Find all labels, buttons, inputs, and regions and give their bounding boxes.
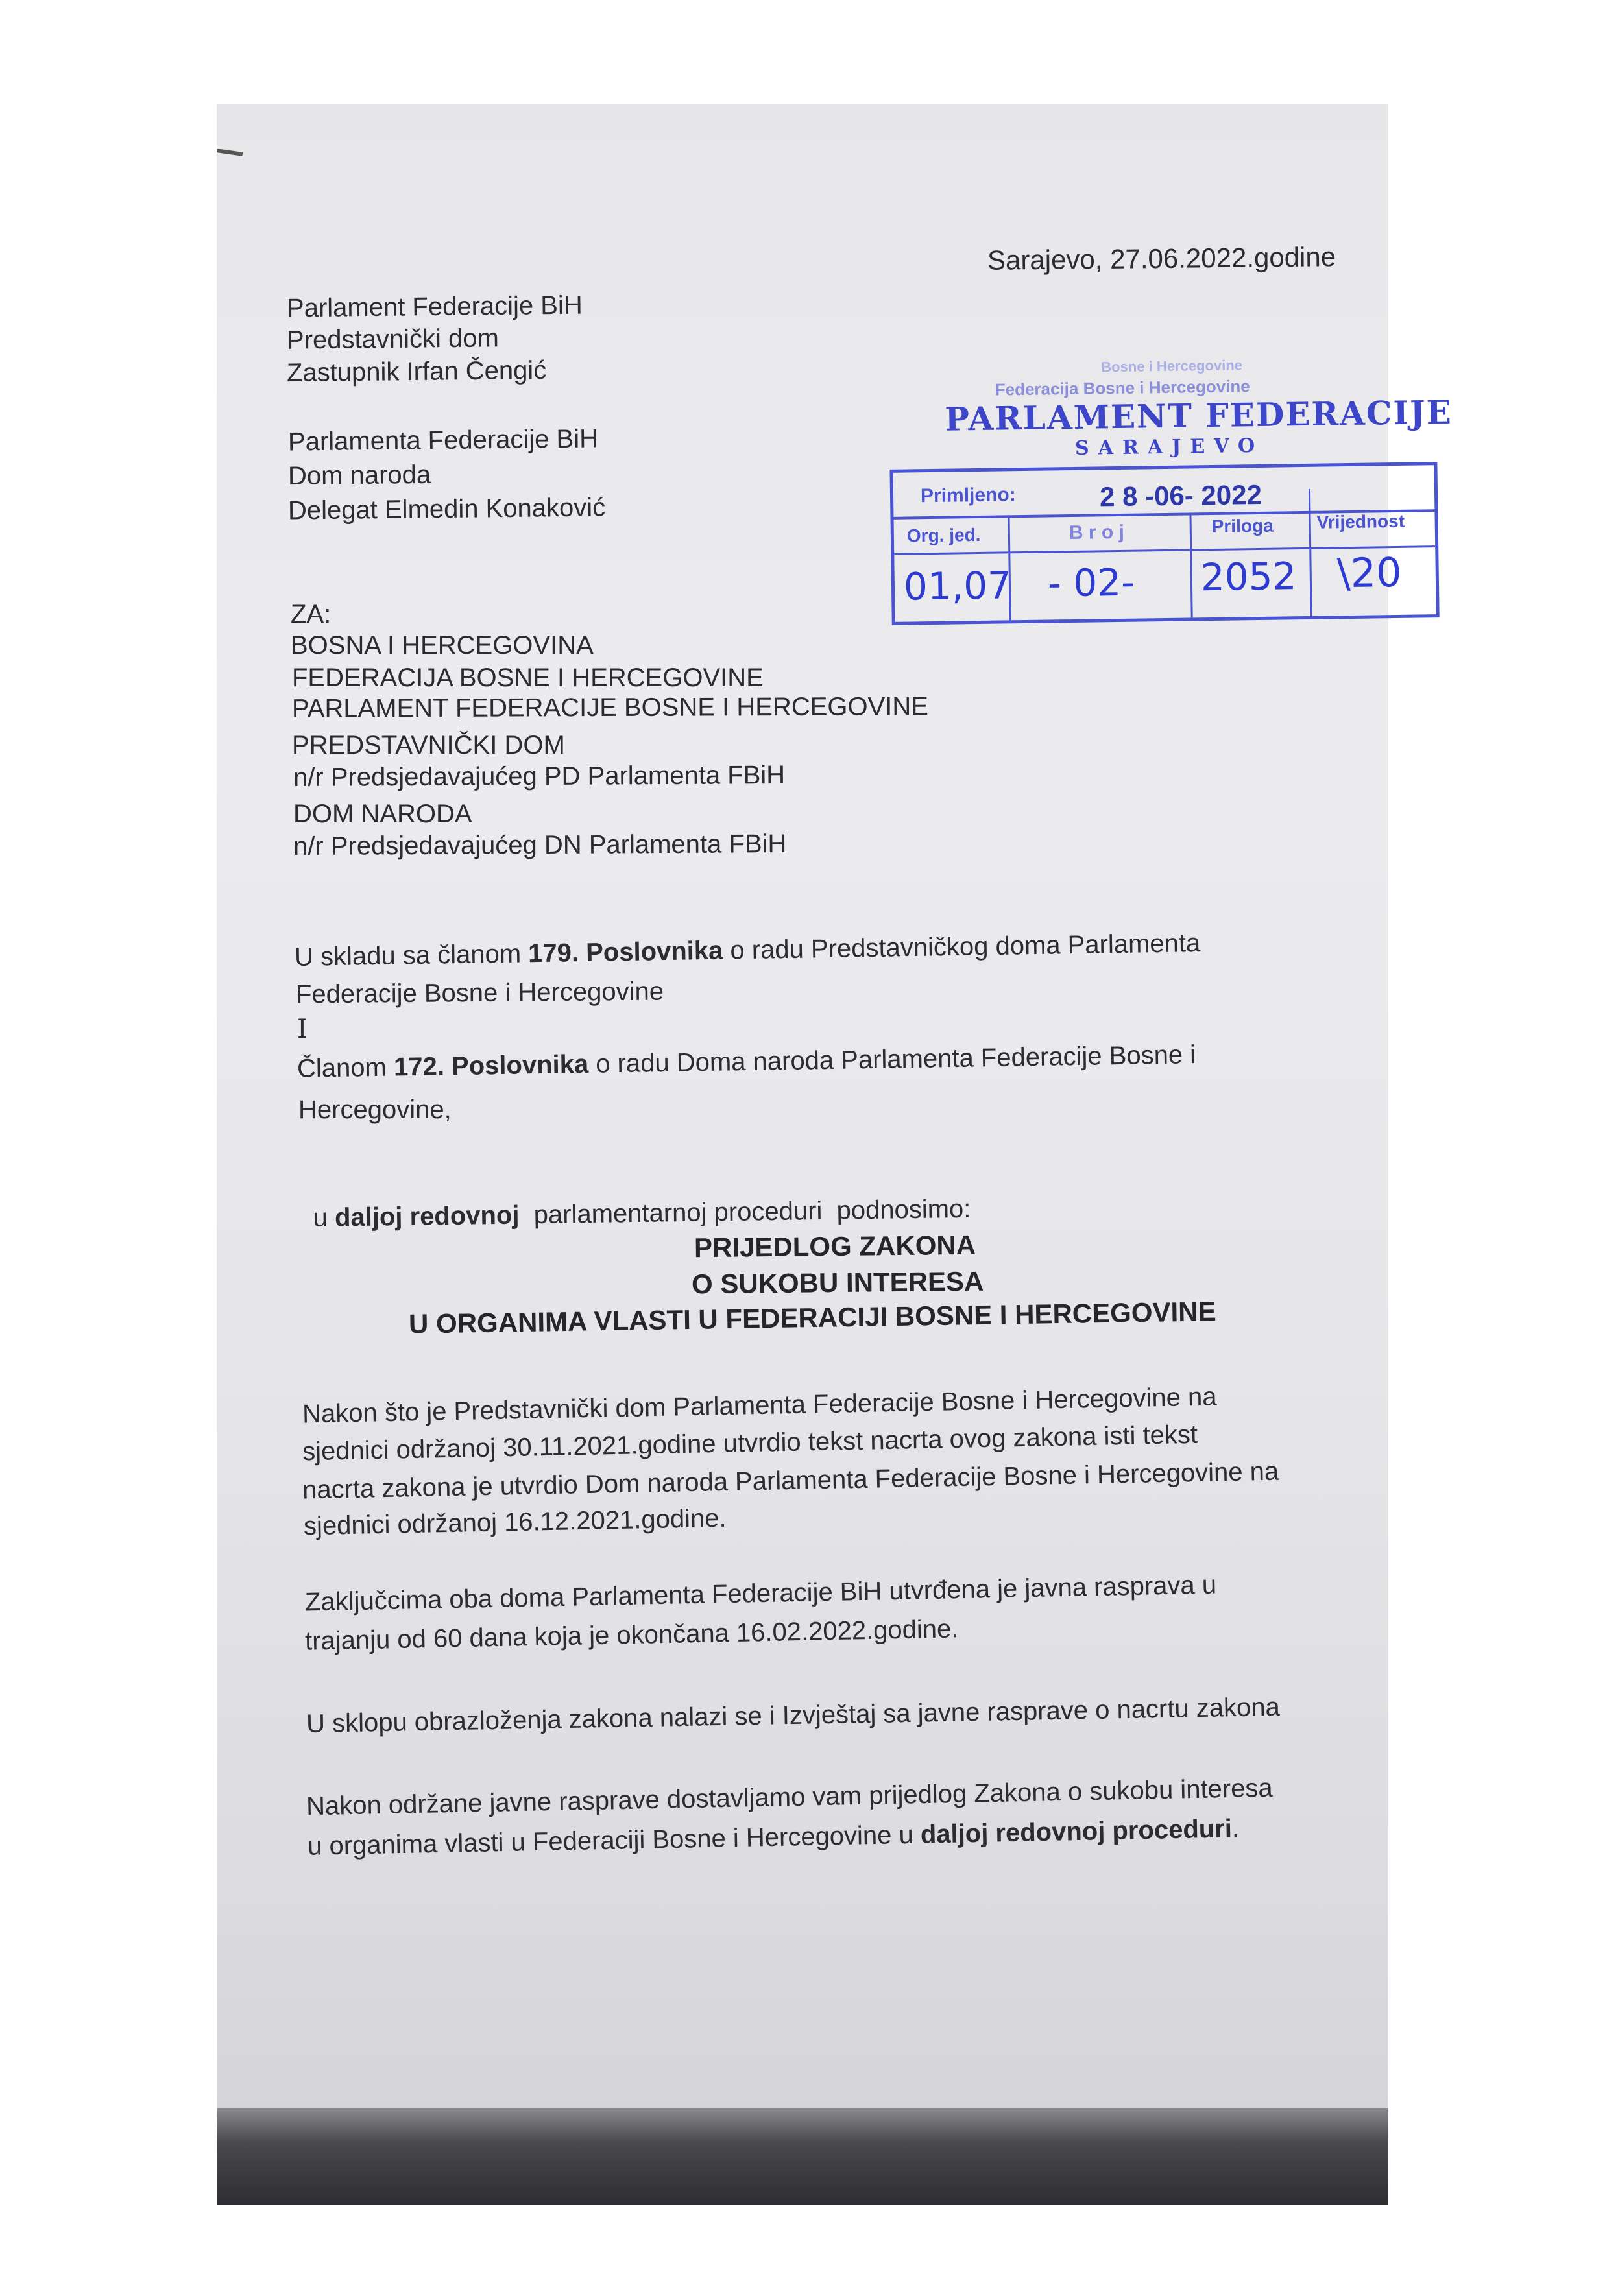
body-p1-line1: Nakon što je Predstavnički dom Parlamenta Federacije Bosne i Hercegovine na — [302, 1382, 1217, 1429]
recipient-line4: PREDSTAVNIČKI DOM — [292, 731, 565, 759]
stamp-title: PARLAMENT FEDERACIJE — [944, 392, 1453, 438]
received-stamp — [887, 353, 1453, 633]
sender2-line1: Parlamenta Federacije BiH — [287, 424, 599, 457]
sender1-line1: Parlament Federacije BiH — [286, 291, 583, 323]
stamp-received-date: 2 8 -06- 2022 — [1099, 479, 1262, 512]
stamp-vrijednost-label: Vrijednost — [1316, 510, 1405, 532]
sender1-line3: Zastupnik Irfan Čengić — [286, 355, 547, 388]
intro-p2-c: o radu Doma naroda Parlamenta Federacije Bosne i — [588, 1040, 1196, 1079]
stamp-city: SARAJEVO — [1074, 434, 1264, 460]
stamp-federacija: Federacija Bosne i Hercegovine — [995, 376, 1250, 400]
recipient-line3: PARLAMENT FEDERACIJE BOSNE I HERCEGOVINE — [291, 692, 929, 723]
intro-p3-a: u — [313, 1203, 335, 1232]
intro-p2-a: Članom — [296, 1053, 394, 1083]
intro-p3-c: parlamentarnoj proceduri podnosimo: — [519, 1194, 971, 1230]
intro-p1-bold: 179. Poslovnika — [527, 936, 723, 968]
intro-p1-c: o radu Predstavničkog doma Parlamenta — [722, 929, 1201, 965]
stamp-org-label: Org. jed. — [906, 524, 981, 546]
intro-line5 — [298, 1156, 971, 1236]
law-title-line3: U ORGANIMA VLASTI U FEDERACIJI BOSNE I HERCEGOVINE — [408, 1296, 1216, 1339]
body-p1-line2: sjednici održanoj 30.11.2021.godine utvrdio tekst nacrta ovog zakona isti tekst — [302, 1420, 1198, 1466]
intro-p3-bold: daljoj redovnoj — [334, 1201, 520, 1232]
body-p4-line2-a: u organima vlasti u Federaciji Bosne i Hercegovine u — [307, 1820, 921, 1861]
stamp-top-small: Bosne i Hercegovine — [1101, 357, 1243, 376]
law-title-line1: PRIJEDLOG ZAKONA — [694, 1229, 976, 1263]
law-title-line2: O SUKOBU INTERESA — [691, 1265, 984, 1300]
stamp-broj-label: B r o j — [1069, 521, 1125, 544]
intro-conjunction: I — [297, 1014, 308, 1044]
body-p1-line4: sjednici održanoj 16.12.2021.godine. — [303, 1503, 727, 1541]
recipient-line7: n/r Predsjedavajućeg DN Parlamenta FBiH — [293, 830, 787, 861]
recipient-line6: DOM NARODA — [293, 800, 472, 828]
intro-p2-bold: 172. Poslovnika — [393, 1049, 589, 1082]
body-p2-line2: trajanju od 60 dana koja je okončana 16.02.2022.godine. — [304, 1614, 959, 1656]
body-p3-line1: U sklopu obrazloženja zakona nalazi se i Izvještaj sa javne rasprave o nacrtu zakona — [306, 1692, 1281, 1739]
body-p4-line2-c: . — [1231, 1814, 1240, 1843]
recipient-line2: FEDERACIJA BOSNE I HERCEGOVINE — [292, 664, 764, 692]
stamp-hw-org: 01,07 — [903, 563, 1012, 609]
sender2-line2: Dom naroda — [287, 460, 431, 491]
stamp-priloga-label: Priloga — [1211, 515, 1274, 536]
body-p2-line1: Zaključcima oba doma Parlamenta Federacije BiH utvrđena je javna rasprava u — [304, 1570, 1217, 1617]
body-p4-line1: Nakon održane javne rasprave dostavljamo vam prijedlog Zakona o sukobu interesa — [306, 1773, 1274, 1821]
photo-dark-edge — [217, 2108, 1388, 2205]
date-line: Sarajevo, 27.06.2022.godine — [987, 241, 1336, 276]
intro-line4: Hercegovine, — [298, 1095, 452, 1124]
stamp-hw-vrijednost: \20 — [1336, 548, 1403, 597]
recipient-line1: BOSNA I HERCEGOVINA — [291, 631, 594, 660]
stamp-table — [889, 462, 1439, 625]
intro-line2: Federacije Bosne i Hercegovine — [295, 977, 664, 1009]
stamp-hw-priloga: 2052 — [1200, 554, 1297, 600]
body-p4-line2-bold: daljoj redovnoj proceduri — [920, 1814, 1233, 1849]
stamp-received-label: Primljeno: — [920, 484, 1016, 507]
stamp-hw-broj: - 02- — [1047, 560, 1135, 606]
sender1-line2: Predstavnički dom — [286, 324, 500, 355]
body-p1-line3: nacrta zakona je utvrdio Dom naroda Parlamenta Federacije Bosne i Hercegovine na — [302, 1457, 1279, 1505]
recipient-za: ZA: — [291, 600, 332, 628]
recipient-line5: n/r Predsjedavajućeg PD Parlamenta FBiH — [293, 761, 786, 792]
intro-p1-a: U skladu sa članom — [294, 939, 529, 972]
sender2-line3: Delegat Elmedin Konaković — [287, 493, 606, 525]
